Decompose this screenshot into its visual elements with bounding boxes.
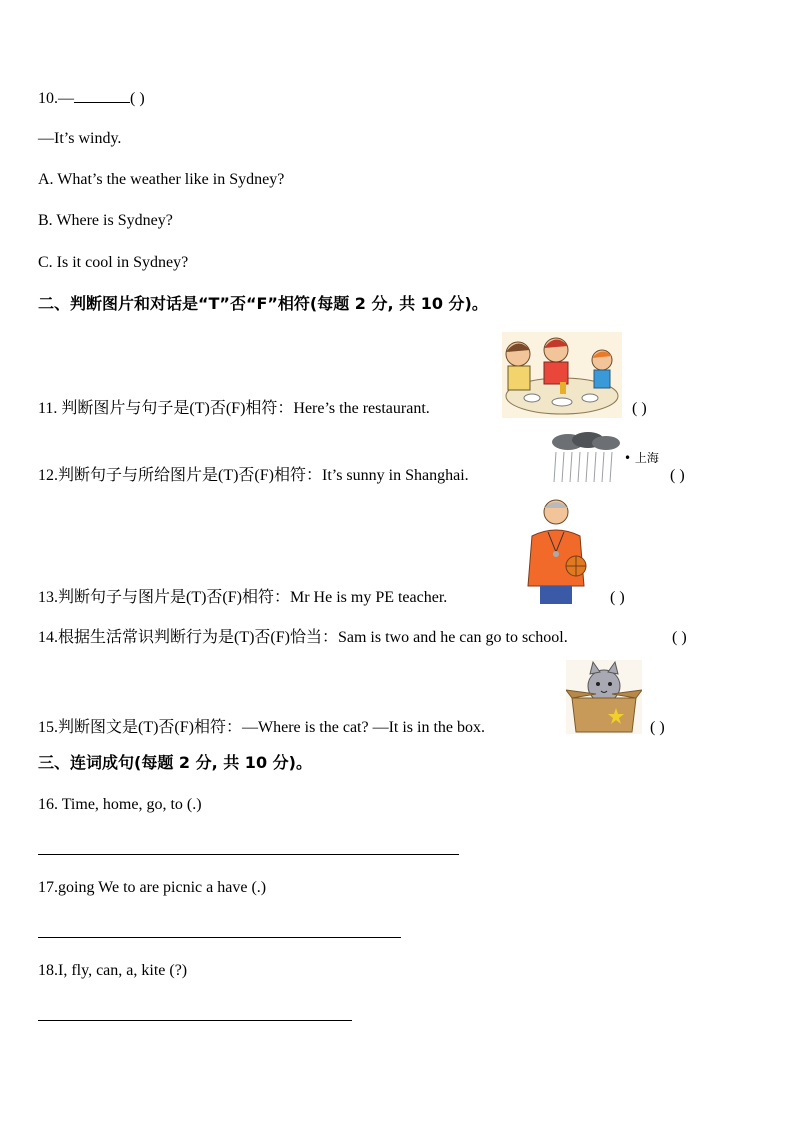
cat-in-box-icon — [566, 660, 642, 734]
q10-paren[interactable]: ( ) — [130, 90, 145, 107]
q14-text: 14.根据生活常识判断行为是(T)否(F)恰当：Sam is two and he can go to school. — [38, 629, 568, 646]
q11-text: 11. 判断图片与句子是(T)否(F)相符：Here’s the restaurant. — [38, 400, 430, 417]
q16-words: 16. Time, home, go, to (.) — [38, 796, 202, 813]
q10-stem — [38, 88, 145, 109]
q10-prefix: 10.— — [38, 90, 74, 107]
section2-heading: 二、判断图片和对话是“T”否“F”相符(每题 2 分, 共 10 分)。 — [38, 294, 488, 313]
q10-option-a[interactable]: A. What’s the weather like in Sydney? — [38, 171, 285, 188]
q13-text: 13.判断句子与图片是(T)否(F)相符：Mr He is my PE teacher. — [38, 589, 448, 606]
q12-answer-paren[interactable]: ( ) — [670, 467, 685, 484]
q17-words: 17.going We to are picnic a have (.) — [38, 879, 267, 896]
q15-answer-paren[interactable]: ( ) — [650, 719, 665, 736]
pe-teacher-icon — [518, 496, 594, 606]
q15-text: 15.判断图文是(T)否(F)相符：—Where is the cat? —It is in the box. — [38, 719, 486, 736]
q18-words: 18.I, fly, can, a, kite (?) — [38, 962, 188, 979]
q13-answer-paren[interactable]: ( ) — [610, 589, 625, 606]
q14-answer-paren[interactable]: ( ) — [672, 629, 687, 646]
q17-answer-line[interactable] — [38, 937, 401, 938]
q12-text: 12.判断句子与所给图片是(T)否(F)相符：It’s sunny in Shanghai. — [38, 467, 469, 484]
shanghai-label: • 上海 — [624, 451, 659, 465]
restaurant-family-icon — [502, 332, 622, 418]
q10-blank[interactable] — [74, 88, 130, 103]
q10-answer: —It’s windy. — [38, 130, 122, 147]
section3-heading: 三、连词成句(每题 2 分, 共 10 分)。 — [38, 753, 312, 772]
q10-option-b[interactable]: B. Where is Sydney? — [38, 212, 173, 229]
q18-answer-line[interactable] — [38, 1020, 352, 1021]
rain-cloud-icon — [548, 432, 620, 484]
q11-answer-paren[interactable]: ( ) — [632, 400, 647, 417]
q16-answer-line[interactable] — [38, 854, 459, 855]
q10-option-c[interactable]: C. Is it cool in Sydney? — [38, 254, 189, 271]
